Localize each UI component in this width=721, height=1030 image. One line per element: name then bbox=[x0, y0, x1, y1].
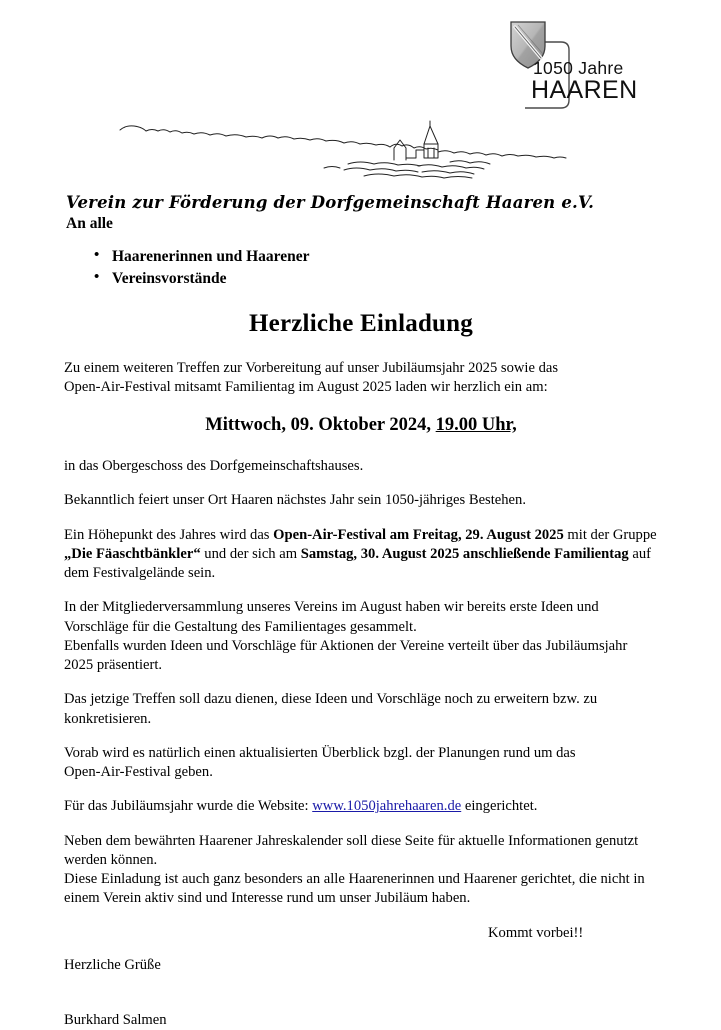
village-skyline-drawing bbox=[118, 118, 568, 190]
website-prefix: Für das Jubiläumsjahr wurde die Website: bbox=[64, 798, 313, 815]
meeting-date-line bbox=[64, 414, 658, 437]
purpose-line-2: konkretisieren. bbox=[64, 710, 152, 727]
meeting-date: Mittwoch, 09. Oktober 2024, bbox=[205, 415, 436, 435]
calendar-line-2: werden können. bbox=[64, 851, 158, 868]
calendar-line-3: Diese Einladung ist auch ganz besonders an alle Haarenerinnen und Haarener gerichtet, die nicht in bbox=[64, 871, 645, 888]
anniversary-paragraph: Bekanntlich feiert unser Ort Haaren nächstes Jahr sein 1050-jähriges Bestehen. bbox=[64, 492, 526, 509]
logo-line2: HAAREN bbox=[531, 76, 638, 104]
assembly-paragraph bbox=[64, 598, 658, 675]
calendar-line-4: einem Verein aktiv sind und Interesse rund um unser Jubiläum haben. bbox=[64, 890, 471, 907]
closing-greeting: Herzliche Grüße bbox=[64, 956, 161, 973]
overview-line-2: Open-Air-Festival geben. bbox=[64, 764, 213, 781]
intro-line-2: Open-Air-Festival mitsamt Familientag im August 2025 laden wir herzlich ein am: bbox=[64, 378, 548, 395]
assembly-line-1: In der Mitgliederversammlung unseres Vereins im August haben wir bereits erste Ideen und bbox=[64, 599, 599, 616]
calendar-paragraph bbox=[64, 832, 658, 909]
highlight-family-day: Samstag, 30. August 2025 anschließende Familientag bbox=[300, 545, 629, 562]
letter-body bbox=[64, 194, 658, 1030]
list-item: • Vereinsvorstände bbox=[64, 268, 658, 290]
assembly-line-2: Vorschläge für die Gestaltung des Familientages gesammelt. bbox=[64, 618, 417, 635]
calendar-line-1: Neben dem bewährten Haarener Jahreskalender soll diese Seite für aktuelle Informationen genutzt bbox=[64, 832, 639, 849]
assembly-line-3: Ebenfalls wurden Ideen und Vorschläge für Aktionen der Vereine verteilt über das Jubiläumsjahr bbox=[64, 637, 628, 654]
highlight-festival-date: Open-Air-Festival am Freitag, 29. August 2025 bbox=[273, 526, 564, 543]
highlight-band-name: „Die Fäaschtbänkler“ bbox=[64, 545, 201, 562]
1050-jahre-haaren-logo bbox=[497, 18, 638, 114]
association-name: Verein zur Förderung der Dorfgemeinschaft Haaren e.V. bbox=[66, 193, 595, 212]
page-title: Herzliche Einladung bbox=[249, 309, 473, 337]
purpose-paragraph bbox=[64, 690, 658, 729]
intro-paragraph bbox=[64, 359, 658, 398]
overview-paragraph bbox=[64, 744, 658, 783]
highlight-part-1: Ein Höhepunkt des Jahres wird das bbox=[64, 526, 274, 543]
highlight-part-4: auf dem Festivalgelände sein. bbox=[64, 545, 652, 582]
website-link[interactable]: www.1050jahrehaaren.de bbox=[312, 798, 462, 815]
website-suffix: eingerichtet. bbox=[461, 798, 538, 815]
highlight-part-2: mit der Gruppe bbox=[563, 526, 657, 543]
assembly-line-4: 2025 präsentiert. bbox=[64, 657, 163, 674]
list-item: • Haarenerinnen und Haarener bbox=[64, 246, 658, 268]
addressee-list bbox=[64, 246, 658, 291]
logo-line1: 1050 Jahre bbox=[533, 58, 624, 78]
website-paragraph bbox=[64, 797, 658, 816]
signature-name: Burkhard Salmen bbox=[64, 1012, 167, 1029]
overview-line-1: Vorab wird es natürlich einen aktualisierten Überblick bzgl. der Planungen rund um das bbox=[64, 744, 576, 761]
salutation: An alle bbox=[66, 214, 113, 232]
location-paragraph: in das Obergeschoss des Dorfgemeinschaftshauses. bbox=[64, 458, 364, 475]
intro-line-1: Zu einem weiteren Treffen zur Vorbereitung auf unser Jubiläumsjahr 2025 sowie das bbox=[64, 359, 559, 376]
call-to-action: Kommt vorbei!! bbox=[488, 924, 584, 941]
highlight-part-3: und der sich am bbox=[200, 545, 301, 562]
purpose-line-1: Das jetzige Treffen soll dazu dienen, diese Ideen und Vorschläge noch zu erweitern bzw. zu bbox=[64, 691, 598, 708]
festival-highlight-paragraph bbox=[64, 526, 658, 584]
meeting-time: 19.00 Uhr, bbox=[435, 415, 517, 435]
